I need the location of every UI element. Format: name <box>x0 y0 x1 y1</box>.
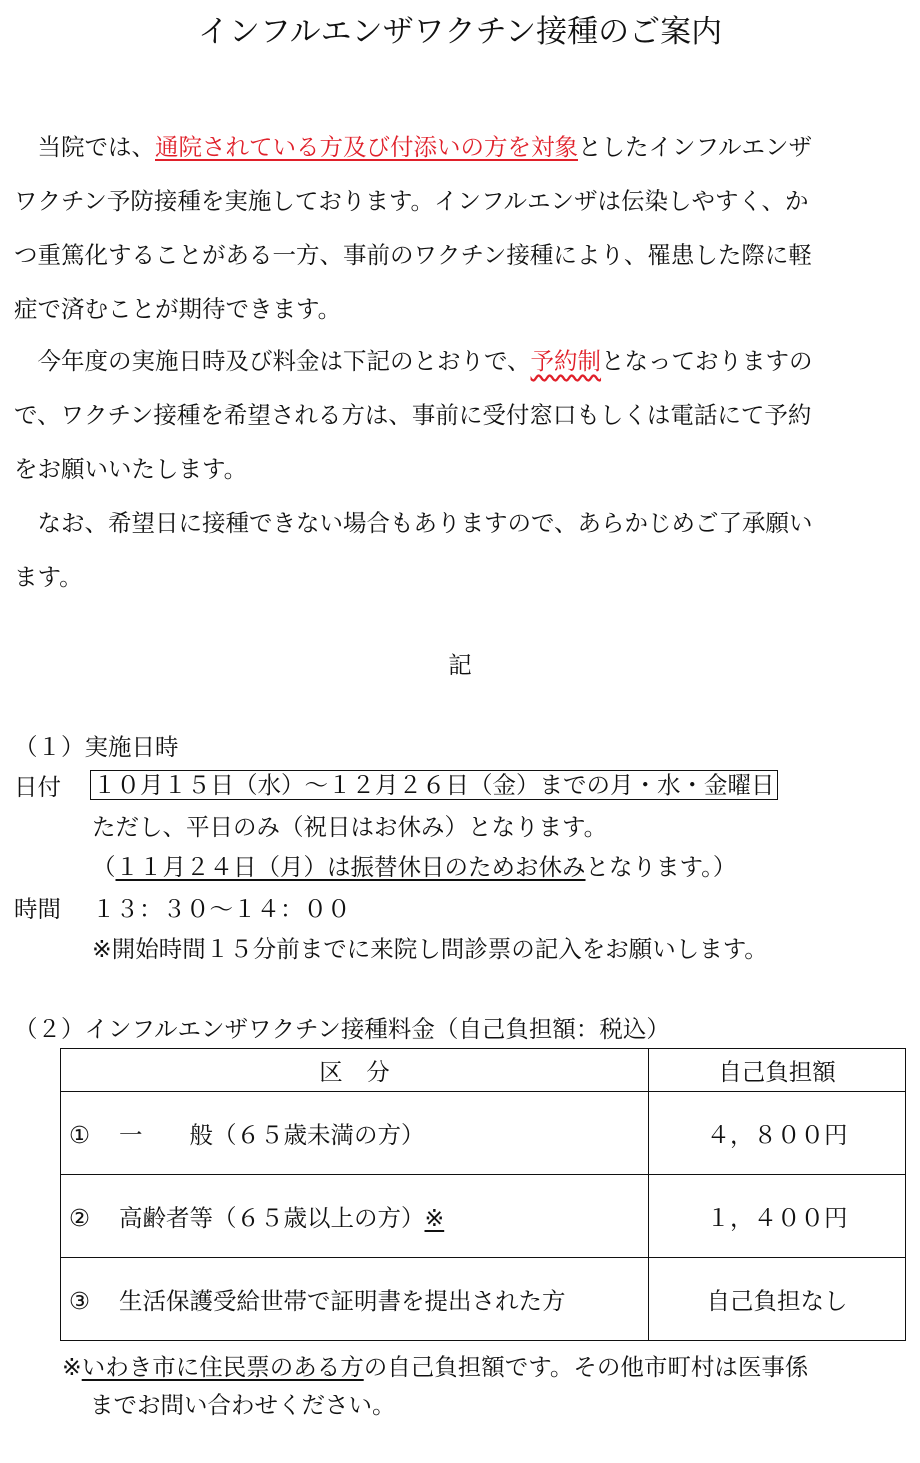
footnote-line: までお問い合わせください。 <box>90 1391 396 1419</box>
intro-line <box>14 128 812 162</box>
time-value: １３：３０～１４：００ <box>92 895 351 923</box>
text: となります。） <box>585 853 737 881</box>
intro-line: 症で済むことが期待できます。 <box>14 295 342 323</box>
table-row <box>61 1092 906 1175</box>
table-row <box>61 1258 906 1341</box>
category-cell <box>61 1092 649 1175</box>
ki-heading: 記 <box>448 651 472 679</box>
fee-table <box>60 1048 906 1341</box>
category-cell <box>61 1258 649 1341</box>
intro-line: ワクチン予防接種を実施しております。インフルエンザは伝染しやすく、か <box>14 187 809 215</box>
category-label: 高齢者等（６５歳以上の方） <box>119 1204 425 1232</box>
intro-line: で、ワクチン接種を希望される方は、事前に受付窓口もしくは電話にて予約 <box>14 401 812 429</box>
category-label: 一 般（６５歳未満の方） <box>119 1121 425 1149</box>
date-value <box>90 766 778 800</box>
text: 今年度の実施日時及び料金は下記のとおりで、 <box>14 347 531 375</box>
text: の自己負担額です。その他市町村は医事係 <box>363 1353 809 1381</box>
table-row <box>61 1175 906 1258</box>
intro-line: をお願いいたします。 <box>14 455 248 483</box>
row-number: ② <box>69 1204 91 1232</box>
holiday-highlight: １１月２４日（月）は振替休日のためお休み <box>115 853 586 881</box>
note-mark: ※ <box>424 1204 445 1232</box>
intro-line: なお、希望日に接種できない場合もありますので、あらかじめご了承願い <box>14 509 813 537</box>
category-label: 生活保護受給世帯で証明書を提出された方 <box>119 1287 566 1315</box>
time-note: ※開始時間１５分前までに来院し問診票の記入をお願いします。 <box>92 935 768 963</box>
amount-cell: １，４００円 <box>649 1175 906 1258</box>
holiday-note <box>92 848 736 882</box>
table-header-row <box>61 1049 906 1092</box>
section-heading: （２）インフルエンザワクチン接種料金（自己負担額：税込） <box>14 1015 670 1043</box>
reservation-highlight: 予約制 <box>530 347 602 375</box>
text: 当院では、 <box>14 133 155 161</box>
section-heading: （１）実施日時 <box>14 733 179 761</box>
intro-line: つ重篤化することがある一方、事前のワクチン接種により、罹患した際に軽 <box>14 241 812 269</box>
residence-highlight: いわき市に住民票のある方 <box>81 1353 364 1381</box>
intro-line <box>14 342 813 376</box>
text: となっておりますの <box>601 347 813 375</box>
date-note: ただし、平日のみ（祝日はお休み）となります。 <box>92 813 608 841</box>
text: ※ <box>62 1353 82 1381</box>
date-label: 日付 <box>14 773 61 801</box>
amount-cell: ４，８００円 <box>649 1092 906 1175</box>
footnote <box>62 1348 808 1382</box>
target-highlight: 通院されている方及び付添いの方を対象 <box>155 133 578 161</box>
row-number: ③ <box>69 1287 91 1315</box>
text: （ <box>92 853 116 881</box>
intro-line: ます。 <box>14 563 83 591</box>
category-cell <box>61 1175 649 1258</box>
header-category: 区 分 <box>61 1049 649 1092</box>
header-amount: 自己負担額 <box>649 1049 906 1092</box>
text: としたインフルエンザ <box>578 133 813 161</box>
date-range: １０月１５日（水）～１２月２６日（金）までの月・水・金曜日 <box>90 770 778 800</box>
page-title: インフルエンザワクチン接種のご案内 <box>197 14 723 50</box>
time-label: 時間 <box>14 895 61 923</box>
amount-cell: 自己負担なし <box>649 1258 906 1341</box>
row-number: ① <box>69 1121 91 1149</box>
